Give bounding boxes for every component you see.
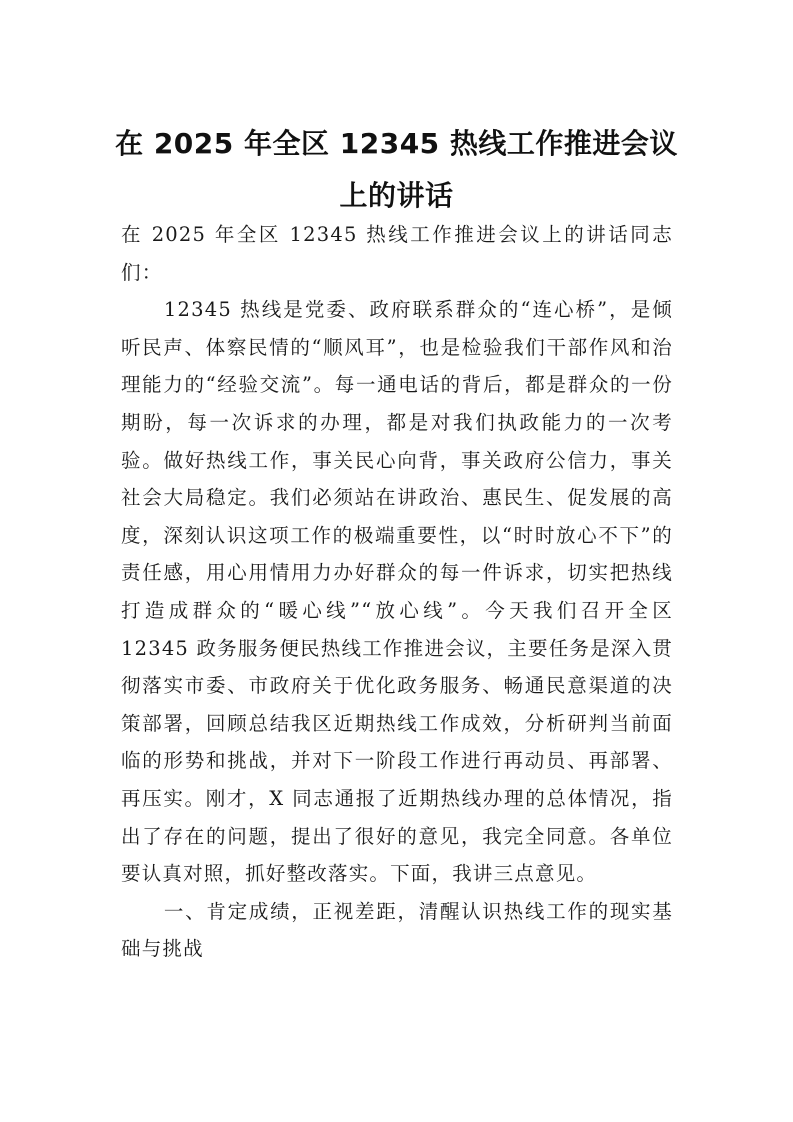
document-body bbox=[121, 216, 673, 968]
paragraph-intro: 12345 热线是党委、政府联系群众的“连心桥”，是倾听民声、体察民情的“顺风耳”，也是检验我们干部作风和治理能力的“经验交流”。每一通电话的背后，都是群众的一份期盼，每一次诉求的办理，都是对我们执政能力的一次考验。做好热线工作，事关民心向背，事关政府公信力，事关社会大局稳定。我们必须站在讲政治、惠民生、促发展的高度，深刻认识这项工作的极端重要性，以“时时放心不下”的责任感，用心用情用力办好群众的每一件诉求，切实把热线打造成群众的“暖心线”“放心线”。今天我们召开全区 12345 政务服务便民热线工作推进会议，主要任务是深入贯彻落实市委、市政府关于优化政务服务、畅通民意渠道的决策部署，回顾总结我区近期热线工作成效，分析研判当前面临的形势和挑战，并对下一阶段工作进行再动员、再部署、再压实。刚才，X 同志通报了近期热线办理的总体情况，指出了存在的问题，提出了很好的意见，我完全同意。各单位要认真对照，抓好整改落实。下面，我讲三点意见。 bbox=[121, 298, 673, 886]
document-title: 在 2025 年全区 12345 热线工作推进会议上的讲话 bbox=[115, 127, 678, 212]
salutation: 在 2025 年全区 12345 热线工作推进会议上的讲话同志们： bbox=[121, 223, 673, 284]
section-heading-1: 一、肯定成绩，正视差距，清醒认识热线工作的现实基础与挑战 bbox=[121, 899, 673, 961]
